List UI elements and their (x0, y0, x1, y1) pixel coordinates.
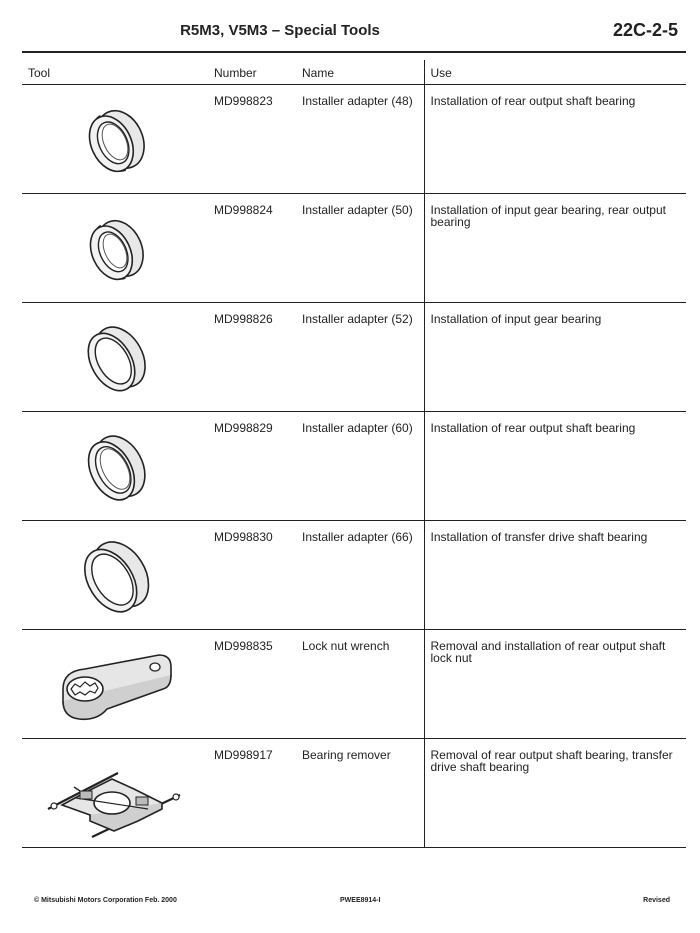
tool-use: Installation of input gear bearing (424, 303, 686, 412)
tool-use: Installation of rear output shaft bearing (424, 412, 686, 521)
page-number: 22C-2-5 (612, 20, 678, 40)
footer-copyright: © Mitsubishi Motors Corporation Feb. 2000 (34, 897, 177, 904)
tool-use: Installation of transfer drive shaft bearing (424, 521, 686, 630)
tool-name: Installer adapter (50) (296, 194, 424, 303)
tool-illustration (22, 739, 208, 848)
tool-number: MD998824 (208, 194, 296, 303)
tool-number: MD998830 (208, 521, 296, 630)
tool-name: Installer adapter (60) (296, 412, 424, 521)
tool-illustration (22, 412, 208, 521)
tool-name: Installer adapter (48) (296, 85, 424, 194)
tool-number: MD998829 (208, 412, 296, 521)
table-row (22, 412, 686, 521)
tool-illustration (22, 85, 208, 194)
table-row (22, 303, 686, 412)
tool-illustration (22, 194, 208, 303)
installer-adapter-icon (70, 536, 160, 620)
table-row (22, 85, 686, 194)
lock-nut-wrench-icon (55, 645, 175, 729)
special-tools-table (22, 60, 686, 848)
tool-name: Installer adapter (52) (296, 303, 424, 412)
tool-illustration (22, 630, 208, 739)
installer-adapter-icon (75, 102, 155, 182)
bearing-remover-icon (40, 751, 190, 841)
page-title: R5M3, V5M3 – Special Tools (180, 22, 380, 39)
col-header-use: Use (424, 60, 686, 85)
col-header-name: Name (296, 60, 424, 85)
tool-use: Installation of rear output shaft bearing (424, 85, 686, 194)
tool-illustration (22, 521, 208, 630)
tool-name: Installer adapter (66) (296, 521, 424, 630)
tool-use: Installation of input gear bearing, rear output bearing (424, 194, 686, 303)
tool-number: MD998826 (208, 303, 296, 412)
footer-revised: Revised (643, 897, 670, 904)
header-rule (22, 51, 686, 53)
tool-use: Removal and installation of rear output shaft lock nut (424, 630, 686, 739)
tool-name: Lock nut wrench (296, 630, 424, 739)
table-row (22, 521, 686, 630)
tool-name: Bearing remover (296, 739, 424, 848)
installer-adapter-icon (73, 320, 157, 400)
footer-doc-code: PWEE8914-I (340, 897, 381, 904)
tool-number: MD998835 (208, 630, 296, 739)
installer-adapter-icon (73, 429, 157, 509)
tool-use: Removal of rear output shaft bearing, transfer drive shaft bearing (424, 739, 686, 848)
table-header-row (22, 60, 686, 85)
tool-number: MD998917 (208, 739, 296, 848)
table-row (22, 630, 686, 739)
table-row (22, 194, 686, 303)
installer-adapter-icon (75, 211, 155, 291)
tool-illustration (22, 303, 208, 412)
col-header-tool: Tool (22, 60, 208, 85)
col-header-number: Number (208, 60, 296, 85)
tool-number: MD998823 (208, 85, 296, 194)
table-row (22, 739, 686, 848)
